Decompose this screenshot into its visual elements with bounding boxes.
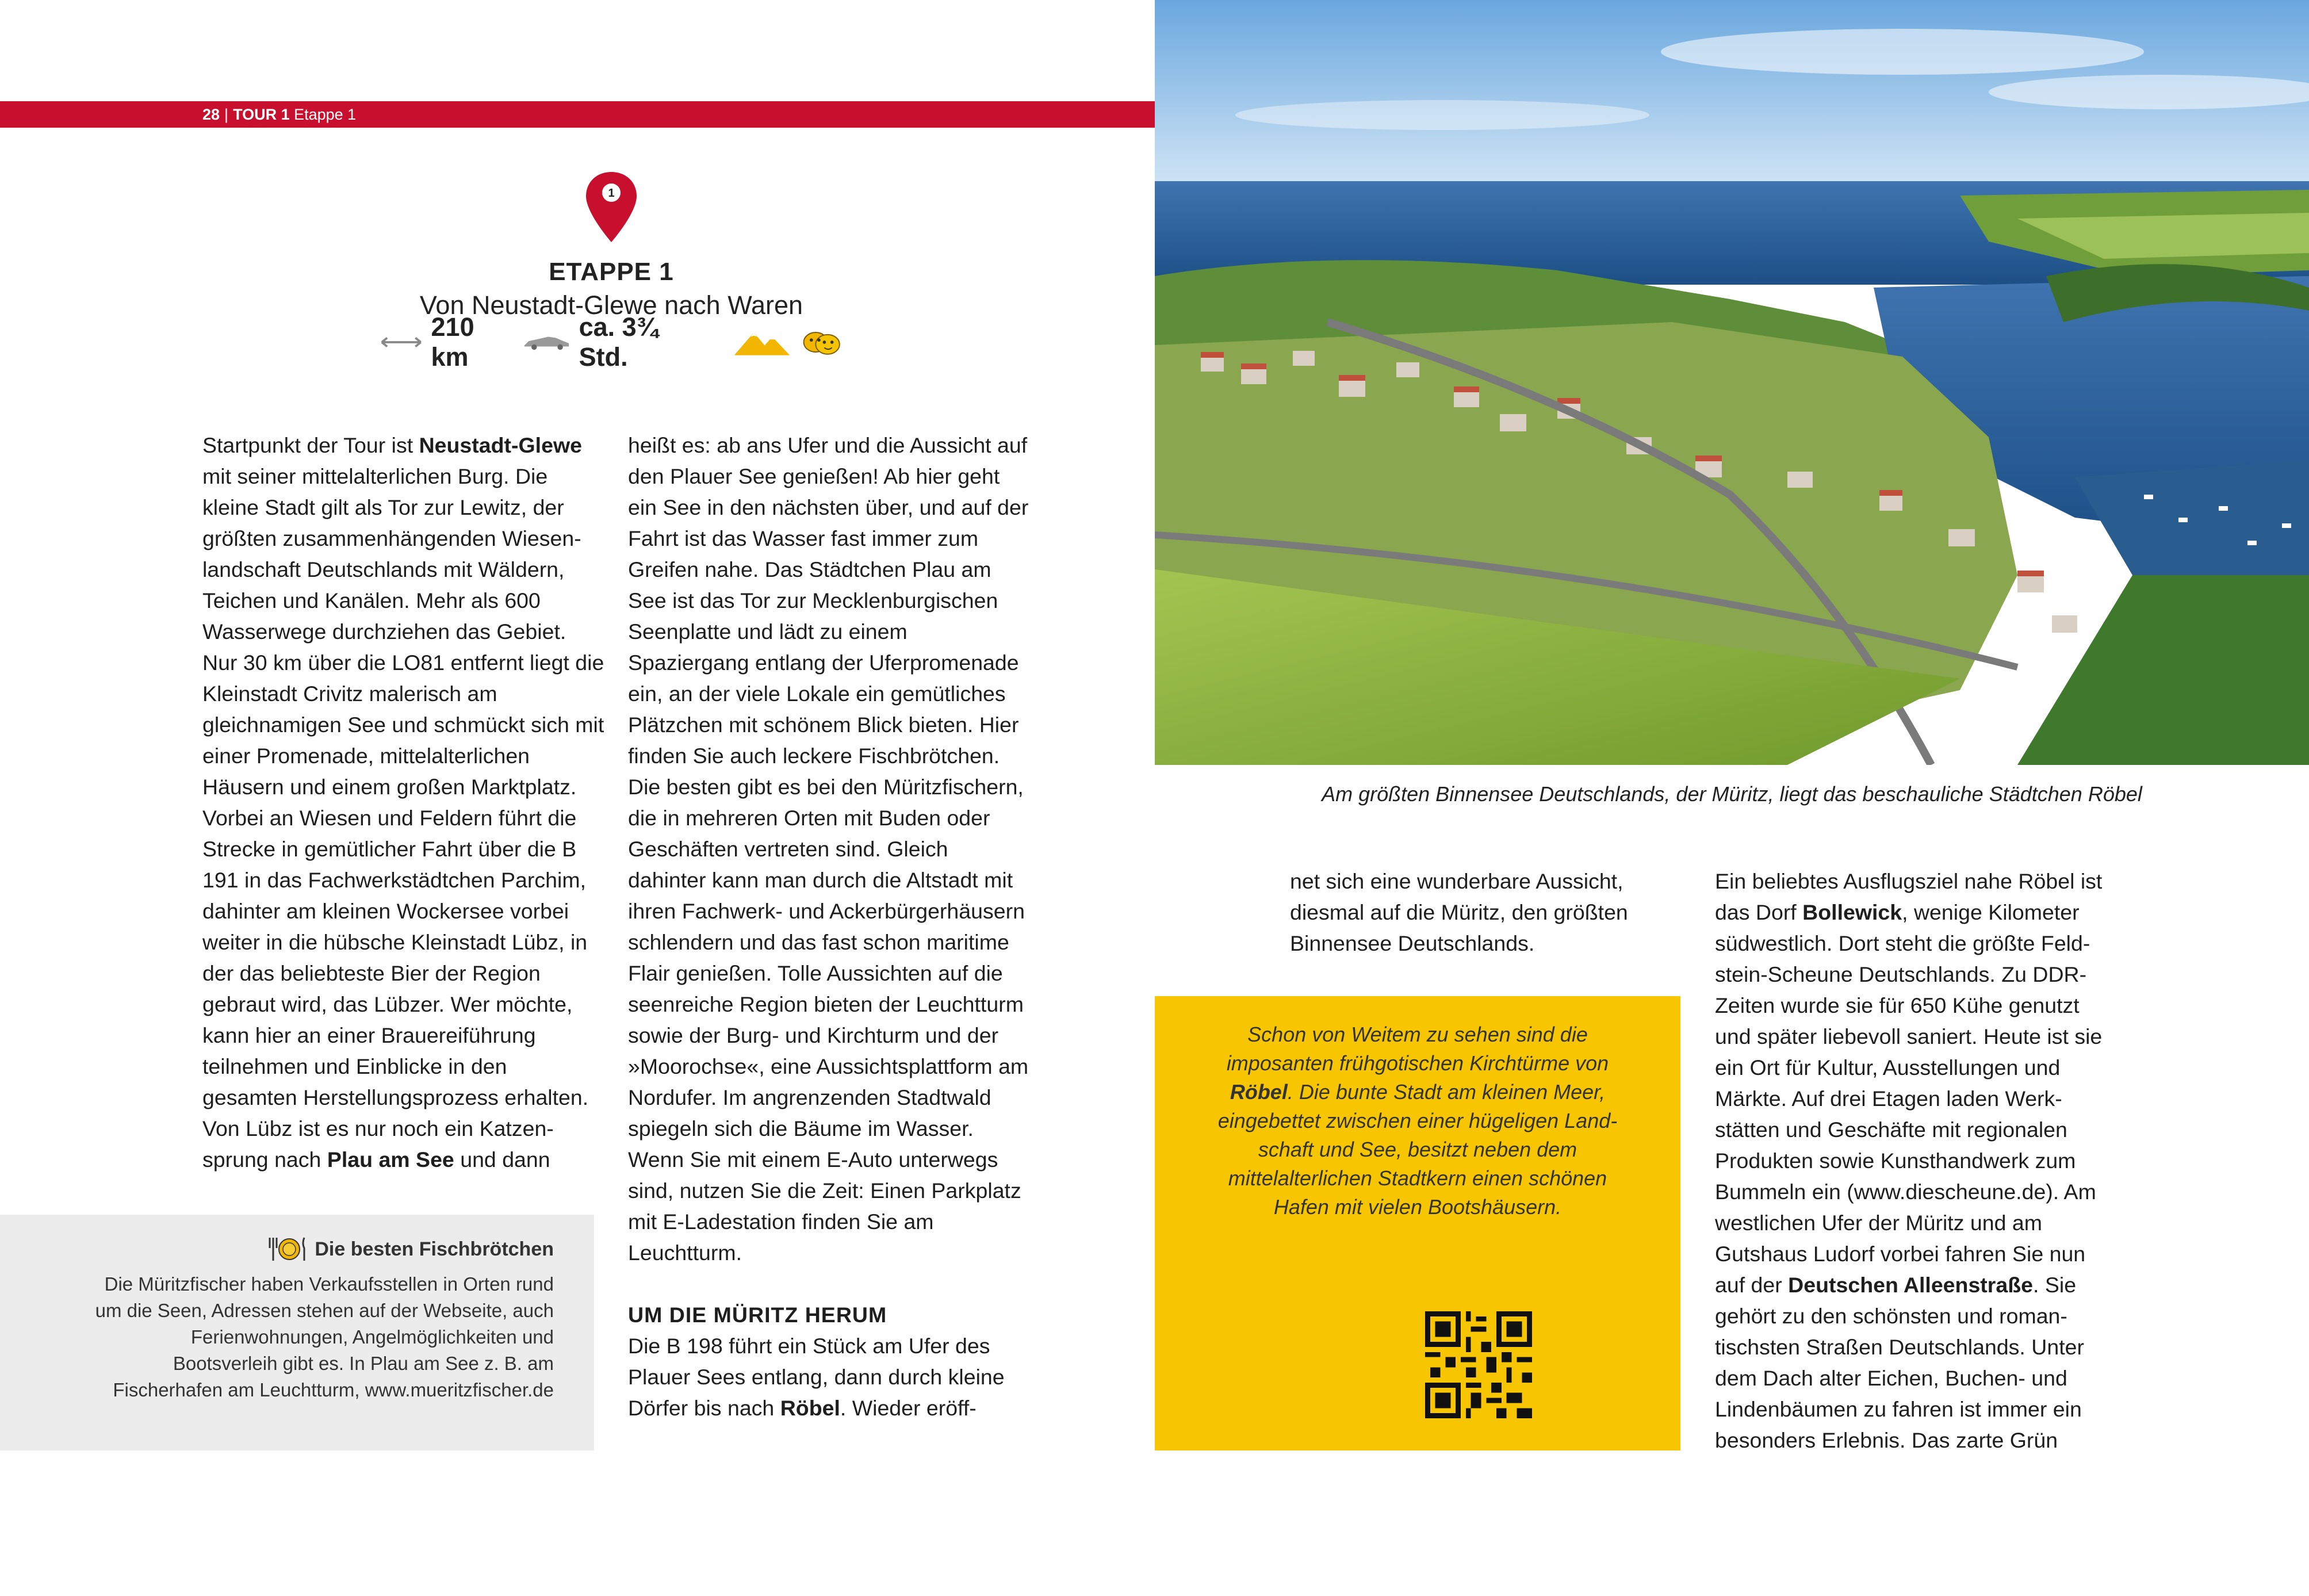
stage-label: Etappe 1	[294, 106, 357, 123]
text-column-1: Startpunkt der Tour ist Neustadt-Glewe mit seiner mittelalterlichen Burg. Die kleine Stadt gilt als Tor zur Lewitz, der größten zusammenhängenden Wiesenlandschaft Deutschlands mit Wäldern, Teichen und Kanälen. Mehr als 600 Wasserwege durchziehen das Gebiet. Nur 30 km über die LO81 entfernt liegt die Kleinstadt Crivitz malerisch am gleichnamigen See und schmückt sich mit einer Promenade, mittelalterlichen Häusern und einem großen Marktplatz. Vorbei an Wiesen und Feldern führt die Strecke in gemütlicher Fahrt über die B 191 in das Fachwerkstädtchen Parchim, dahinter am kleinen Wockersee vorbei weiter in die hübsche Kleinstadt Lübz, in der das beliebteste Bier der Region gebraut wird, das Lübzer. Wer möchte, kann hier an einer Brauereiführung teilnehmen und Einblicke in den gesamten Herstellungsprozess erhalten. Von Lübz ist es nur noch ein Katzensprung nach Plau am See und dann	[202, 433, 604, 1172]
info-box-title: Die besten Fischbrötchen	[315, 1238, 554, 1260]
qr-code-icon[interactable]	[1425, 1311, 1532, 1418]
text-column-3: net sich eine wunderbare Aussicht, diesmal auf die Müritz, den größten Binnensee Deutschlands.	[1290, 869, 1628, 955]
distance-value: 210 km	[431, 312, 474, 372]
bold-term: Röbel	[1230, 1080, 1288, 1104]
text-column-4: Ein beliebtes Ausflugsziel nahe Röbel ist das Dorf Bollewick, wenige Kilometer südwestlich. Dort steht die größte Feldstein-Scheune Deutschlands. Zu DDR-Zeiten wurde sie für 650 Kühe genutzt und später liebevoll saniert. Heute ist sie ein Ort für Kultur, Ausstellungen und Märkte. Auf drei Etagen laden Werkstätten und Geschäfte mit regionalen Produkten sowie Kunsthandwerk zum Bummeln ein (www.diescheune.de). Am westlichen Ufer der Müritz und am Gutshaus Ludorf vorbei fahren Sie nun auf der Deutschen Alleenstraße. Sie gehört zu den schönsten und romantischsten Straßen Deutschlands. Unter dem Dach alter Eichen, Buchen- und Lindenbäumen zu fahren ist immer ein besonders Erlebnis. Das zarte Grün	[1715, 869, 2103, 1452]
photo-caption: Am größten Binnensee Deutschlands, der Müritz, liegt das beschauliche Städtchen Röbel	[1322, 782, 2142, 806]
distance-arrow-icon	[380, 335, 423, 350]
map-pin-icon	[584, 170, 639, 244]
info-box-text: Die Müritzfischer haben Verkaufsstellen in Orten rund um die Seen, Adressen stehen auf der Webseite, auch Ferienwohnungen, Angelmöglichkeiten und Bootsverleih gibt es. In Plau am See z. B. am Fischerhafen am Leuchtturm, www.mueritzfischer.de	[95, 1273, 554, 1400]
mountains-icon	[732, 326, 792, 358]
etappe-route: Von Neustadt-Glewe nach Waren	[419, 290, 803, 320]
section-heading: UM DIE MÜRITZ HERUM	[628, 1303, 887, 1327]
etappe-meta	[380, 312, 843, 372]
text-column-2	[628, 430, 1031, 1423]
running-header: 28 | TOUR 1 Etappe 1	[0, 101, 1155, 128]
bold-term: Neustadt-Glewe	[419, 433, 582, 457]
info-box-fischbroetchen	[0, 1215, 594, 1450]
pin-number: 1	[608, 187, 615, 200]
duration-value: ca. 3¾ Std.	[579, 312, 658, 372]
theater-masks-icon	[799, 326, 843, 358]
bold-term: Bollewick	[1802, 900, 1902, 924]
column-2-continuation: Die B 198 führt ein Stück am Ufer des Plauer Sees entlang, dann durch kleine Dörfer bis nach Röbel. Wieder eröff-	[628, 1334, 1005, 1420]
column-2-paragraph: heißt es: ab ans Ufer und die Aussicht auf den Plauer See genießen! Ab hier geht ein See in den nächsten über, und auf der Fahrt ist das Wasser fast immer zum Greifen nahe. Das Städtchen Plau am See ist das Tor zur Mecklenburgischen Seenplatte und lädt zu einem Spaziergang entlang der Uferpromenade ein, an der viele Lokale ein gemütliches Plätzchen mit schönem Blick bieten. Hier finden Sie auch leckere Fischbrötchen. Die besten gibt es bei den Müritzfischern, die in mehreren Orten mit Buden oder Geschäften vertreten sind. Gleich dahinter kann man durch die Altstadt mit ihren Fachwerk- und Ackerbürgerhäusern schlendern und das fast schon maritime Flair genießen. Tolle Aussichten auf die seenreiche Region bieten der Leuchtturm sowie der Burg- und Kirchturm und der »Moorochse«, eine Aussichtsplattform am Nordufer. Im angrenzenden Stadtwald spiegeln sich die Bäume im Wasser. Wenn Sie mit einem E-Auto unterwegs sind, nutzen Sie die Zeit: Einen Parkplatz mit E-Ladestation finden Sie am Leuchtturm.	[628, 433, 1029, 1265]
car-icon	[522, 333, 571, 351]
aerial-photo-roebel	[1155, 0, 2309, 765]
etappe-title: ETAPPE 1	[549, 258, 674, 286]
page-number: 28	[202, 106, 220, 123]
fish-plate-icon	[266, 1235, 308, 1263]
bold-term: Deutschen Alleenstraße	[1788, 1273, 2034, 1297]
tour-label: TOUR 1	[233, 106, 290, 123]
info-box-roebel-text: Schon von Weitem zu sehen sind die imposanten frühgotischen Kirchtürme von Röbel. Die bunte Stadt am kleinen Meer, eingebettet zwischen einer hügeligen Landschaft und See, besitzt neben dem mittelalterlichen Stadtkern einen schönen Hafen mit vielen Bootshäusern.	[1217, 1023, 1618, 1219]
bold-term: Röbel	[780, 1396, 840, 1420]
info-box-roebel	[1155, 996, 1680, 1450]
bold-term: Plau am See	[327, 1147, 454, 1172]
info-box-header	[266, 1235, 554, 1263]
